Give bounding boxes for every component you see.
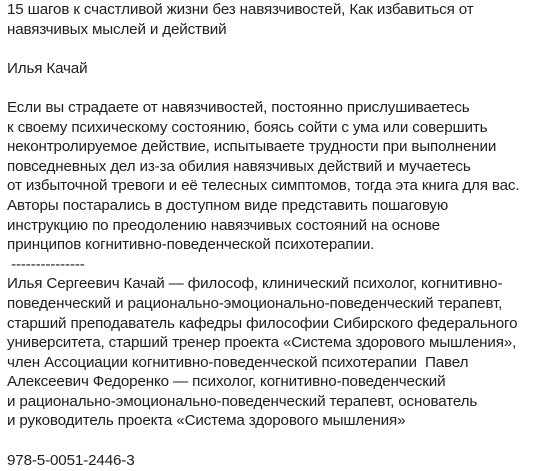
isbn: 978-5-0051-2446-3 xyxy=(7,451,135,469)
book-author: Илья Качай xyxy=(7,59,88,77)
book-title xyxy=(7,0,547,39)
annotation-line: от избыточной тревоги и её телесных симптомов, тогда эта книга для вас. xyxy=(7,177,520,195)
bio-line: и рационально-эмоционально-поведенческий терапевт, основатель xyxy=(7,392,478,410)
book-title-line: 15 шагов к счастливой жизни без навязчивостей, Как избавиться от xyxy=(7,1,474,18)
section-separator: --------------- xyxy=(7,255,85,273)
bio-line: поведенческий и рационально-эмоционально-поведенческий терапевт, xyxy=(7,294,503,312)
annotation-line: к своему психическому состоянию, боясь сойти с ума или совершить xyxy=(7,118,488,136)
book-description-document xyxy=(7,0,547,470)
bio-line: старший преподаватель кафедры философии Сибирского федерального xyxy=(7,314,518,332)
bio-line: университета, старший тренер проекта «Система здорового мышления», xyxy=(7,334,517,352)
bio-line: Илья Сергеевич Качай — философ, клинический психолог, когнитивно- xyxy=(7,275,503,293)
annotation-line: принципов когнитивно-поведенческой психотерапии. xyxy=(7,236,375,254)
book-title-line: навязчивых мыслей и действий xyxy=(7,20,227,38)
blank-line xyxy=(7,39,547,59)
annotation-line: неконтролируемое действие, испытываете трудности при выполнении xyxy=(7,138,497,156)
annotation-line: инструкцию по преодолению навязчивых состояний на основе xyxy=(7,216,440,234)
blank-line xyxy=(7,431,547,451)
book-annotation xyxy=(7,98,547,255)
annotation-line: Если вы страдаете от навязчивостей, постоянно прислушиваетесь xyxy=(7,98,470,116)
annotation-line: Авторы постарались в доступном виде представить пошаговую xyxy=(7,196,449,214)
blank-line xyxy=(7,78,547,98)
annotation-line: повседневных дел из-за обилия навязчивых действий и мучаетесь xyxy=(7,157,471,175)
bio-line: Алексеевич Федоренко — психолог, когнитивно-поведенческий xyxy=(7,373,446,391)
bio-line: член Ассоциации когнитивно-поведенческой психотерапии Павел xyxy=(7,353,469,371)
authors-bio xyxy=(7,274,547,431)
bio-line: и руководитель проекта «Система здорового мышления» xyxy=(7,412,406,430)
